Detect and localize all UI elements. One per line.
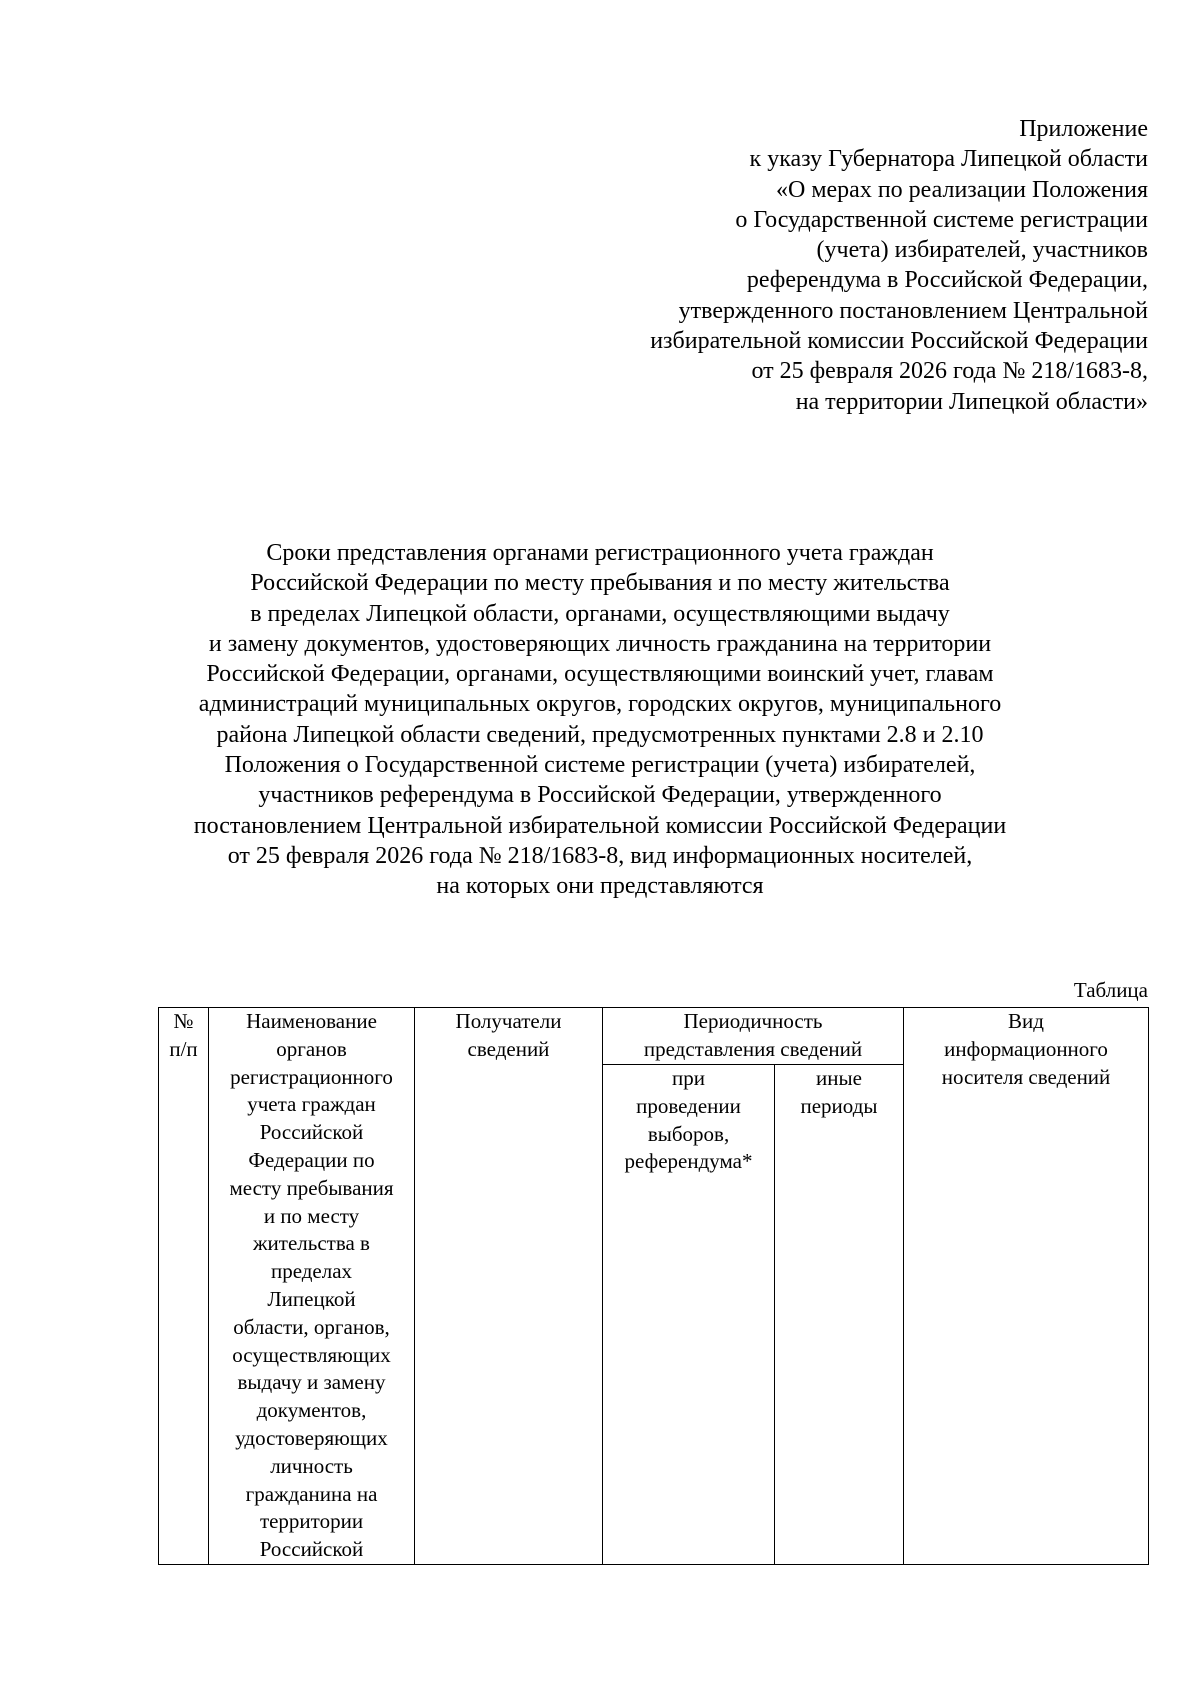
header-text-line: Вид bbox=[1008, 1009, 1044, 1033]
header-media-type bbox=[904, 1008, 1149, 1565]
title-line: от 25 февраля 2026 года № 218/1683-8, вид информационных носителей, bbox=[227, 842, 973, 869]
header-text-line: выдачу и замену bbox=[237, 1370, 386, 1395]
header-text-line: проведении bbox=[636, 1093, 741, 1118]
title-line: Российской Федерации, органами, осуществляющими воинский учет, главам bbox=[206, 661, 994, 688]
header-text-line: Российской bbox=[259, 1120, 364, 1145]
appendix-line: о Государственной системе регистрации bbox=[735, 206, 1148, 233]
header-text-line: Российской bbox=[259, 1537, 364, 1562]
title-line: участников референдума в Российской Федерации, утвержденного bbox=[258, 782, 942, 809]
header-text-line: органов bbox=[276, 1036, 347, 1061]
header-text-line: области, органов, bbox=[233, 1314, 390, 1339]
title-line: на которых они представляются bbox=[436, 873, 764, 900]
title-line: и замену документов, удостоверяющих личность гражданина на территории bbox=[208, 630, 992, 657]
appendix-line: от 25 февраля 2026 года № 218/1683-8, bbox=[751, 358, 1148, 385]
appendix-line: на территории Липецкой области» bbox=[795, 388, 1148, 415]
header-text-line: Наименование bbox=[246, 1009, 377, 1033]
header-authority-name bbox=[209, 1008, 415, 1565]
appendix-line: Приложение bbox=[1019, 116, 1148, 142]
header-text-line: периоды bbox=[800, 1093, 878, 1118]
title-line: постановлением Центральной избирательной комиссии Российской Федерации bbox=[193, 812, 1007, 839]
appendix-line: «О мерах по реализации Положения bbox=[776, 176, 1148, 203]
header-text-line: Липецкой bbox=[267, 1286, 356, 1311]
document-title bbox=[0, 538, 1200, 902]
header-text-line: п/п bbox=[169, 1036, 198, 1061]
header-text-line: представления сведений bbox=[643, 1036, 863, 1061]
header-num bbox=[159, 1008, 209, 1565]
appendix-block bbox=[508, 114, 1148, 417]
header-text-line: информационного bbox=[944, 1036, 1108, 1061]
title-line: администраций муниципальных округов, городских округов, муниципального bbox=[198, 691, 1002, 718]
header-text-line: сведений bbox=[467, 1036, 550, 1061]
title-line: в пределах Липецкой области, органами, осуществляющими выдачу bbox=[250, 600, 950, 627]
header-during-elections bbox=[603, 1065, 775, 1565]
header-text-line: личность bbox=[270, 1453, 353, 1478]
header-text-line: удостоверяющих bbox=[235, 1425, 388, 1450]
header-text-line: жительства в bbox=[253, 1231, 370, 1256]
header-recipients bbox=[415, 1008, 603, 1565]
header-text-line: документов, bbox=[256, 1398, 367, 1423]
header-text-line: осуществляющих bbox=[232, 1342, 391, 1367]
header-text-line: месту пребывания bbox=[229, 1175, 394, 1200]
header-text-line: выборов, bbox=[647, 1121, 730, 1146]
header-text-line: гражданина на bbox=[245, 1481, 378, 1506]
header-periodicity bbox=[603, 1008, 904, 1065]
header-text-line: регистрационного bbox=[230, 1064, 393, 1089]
title-line: Сроки представления органами регистрационного учета граждан bbox=[266, 540, 934, 566]
header-text-line: № bbox=[173, 1009, 194, 1033]
header-text-line: Периодичность bbox=[683, 1009, 823, 1033]
appendix-line: референдума в Российской Федерации, bbox=[746, 267, 1148, 294]
appendix-line: избирательной комиссии Российской Федерации bbox=[650, 328, 1148, 355]
header-text-line: учета граждан bbox=[247, 1092, 376, 1117]
header-text-line: при bbox=[672, 1066, 705, 1090]
header-text-line: Получатели bbox=[455, 1009, 562, 1033]
title-line: Положения о Государственной системе регистрации (учета) избирателей, bbox=[224, 752, 976, 779]
header-text-line: Федерации по bbox=[248, 1147, 375, 1172]
header-text-line: и по месту bbox=[263, 1203, 360, 1228]
header-text-line: пределах bbox=[270, 1259, 353, 1284]
header-text-line: носителя сведений bbox=[941, 1064, 1111, 1089]
appendix-line: (учета) избирателей, участников bbox=[816, 237, 1148, 264]
appendix-line: к указу Губернатора Липецкой области bbox=[749, 146, 1148, 173]
main-table bbox=[158, 1007, 1149, 1565]
table-caption: Таблица bbox=[1073, 978, 1148, 1002]
title-line: района Липецкой области сведений, предусмотренных пунктами 2.8 и 2.10 bbox=[216, 721, 984, 748]
header-other-periods bbox=[775, 1065, 904, 1565]
header-text-line: иные bbox=[816, 1066, 862, 1090]
header-text-line: референдума* bbox=[624, 1149, 753, 1174]
appendix-line: утвержденного постановлением Центральной bbox=[678, 297, 1148, 324]
title-line: Российской Федерации по месту пребывания и по месту жительства bbox=[250, 570, 950, 597]
header-text-line: территории bbox=[259, 1509, 364, 1534]
